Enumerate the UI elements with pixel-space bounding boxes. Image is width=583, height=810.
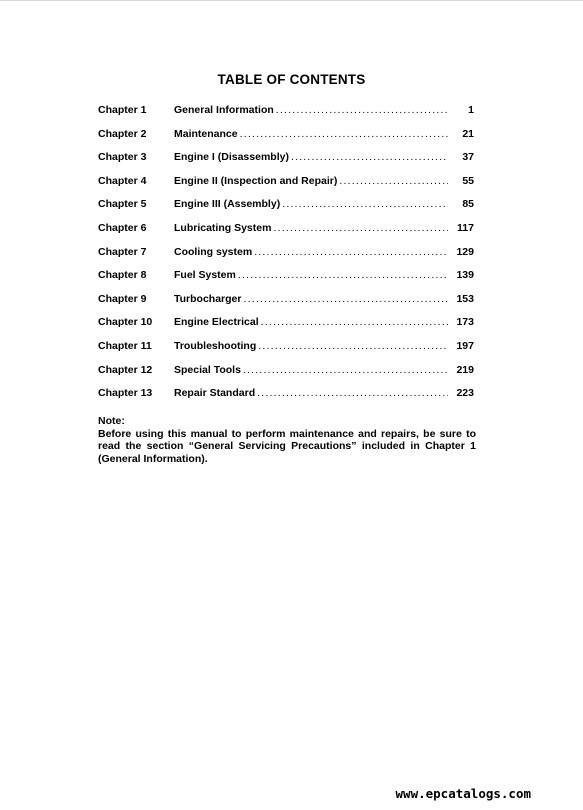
chapter-title: Maintenance [174,127,238,140]
chapter-label: Chapter 11 [98,339,152,352]
dot-leader [273,222,448,234]
chapter-title: Repair Standard [174,387,256,400]
page-number: 139 [456,269,474,282]
toc-entry-chapter-6[interactable] [98,222,474,246]
note-body: Before using this manual to perform maintenance and repairs, be sure to read the section “General Servicing Precautions” included in Chapter 1 (General Information). [98,427,476,465]
dot-leader [240,128,448,140]
page-number: 37 [462,151,474,164]
toc-entry-chapter-8[interactable] [98,269,474,293]
toc-entry-chapter-4[interactable] [98,175,474,199]
page-number: 219 [456,363,474,376]
chapter-label: Chapter 9 [98,292,147,305]
page-number: 173 [456,316,474,329]
dot-leader [258,340,448,352]
dot-leader [238,269,448,281]
chapter-title: Fuel System [174,269,236,282]
toc-entry-chapter-12[interactable] [98,364,474,388]
page-number: 117 [457,221,474,234]
dot-leader [257,387,448,399]
toc-entry-chapter-3[interactable] [98,151,474,175]
dot-leader [276,104,448,116]
dot-leader [261,316,448,328]
toc-entry-chapter-7[interactable] [98,246,474,270]
dot-leader [243,364,448,376]
table-of-contents [98,104,474,411]
chapter-label: Chapter 4 [98,174,147,187]
chapter-label: Chapter 1 [98,104,147,116]
dot-leader [282,198,448,210]
chapter-title: Engine I (Disassembly) [174,151,289,164]
chapter-label: Chapter 3 [98,151,147,164]
chapter-label: Chapter 12 [98,363,153,376]
toc-entry-chapter-2[interactable] [98,128,474,152]
toc-entry-chapter-10[interactable] [98,316,474,340]
chapter-title: Engine II (Inspection and Repair) [174,174,338,187]
page-number: 197 [456,339,474,352]
page-number: 1 [468,104,474,116]
chapter-title: Turbocharger [174,292,242,305]
page-number: 55 [462,174,474,187]
chapter-title: Cooling system [174,245,253,258]
toc-entry-chapter-5[interactable] [98,198,474,222]
dot-leader [339,175,448,187]
chapter-title: Troubleshooting [174,339,257,352]
chapter-label: Chapter 5 [98,198,147,211]
toc-entry-chapter-13[interactable] [98,387,474,411]
page-number: 21 [462,127,474,140]
chapter-label: Chapter 8 [98,269,147,282]
chapter-label: Chapter 10 [98,316,153,329]
toc-entry-chapter-9[interactable] [98,293,474,317]
chapter-label: Chapter 13 [98,387,153,400]
dot-leader [291,151,448,163]
footer-watermark-url[interactable]: www.epcatalogs.com [395,786,531,801]
page-title: TABLE OF CONTENTS [217,72,366,87]
chapter-title: Engine Electrical [174,316,259,329]
note-block [98,415,476,465]
top-rule [0,0,583,1]
chapter-label: Chapter 2 [98,127,147,140]
chapter-title: Lubricating System [174,221,272,234]
note-heading: Note: [98,415,125,427]
chapter-label: Chapter 6 [98,221,147,234]
chapter-label: Chapter 7 [98,245,147,258]
toc-entry-chapter-1[interactable] [98,104,474,128]
page-number: 223 [456,387,474,400]
page-number: 85 [462,198,474,211]
chapter-title: Special Tools [174,363,241,376]
chapter-title: Engine III (Assembly) [174,198,281,211]
page-number: 153 [456,292,474,305]
chapter-title: General Information [174,104,274,116]
dot-leader [254,246,448,258]
toc-entry-chapter-11[interactable] [98,340,474,364]
dot-leader [243,293,448,305]
page-number: 129 [456,245,474,258]
